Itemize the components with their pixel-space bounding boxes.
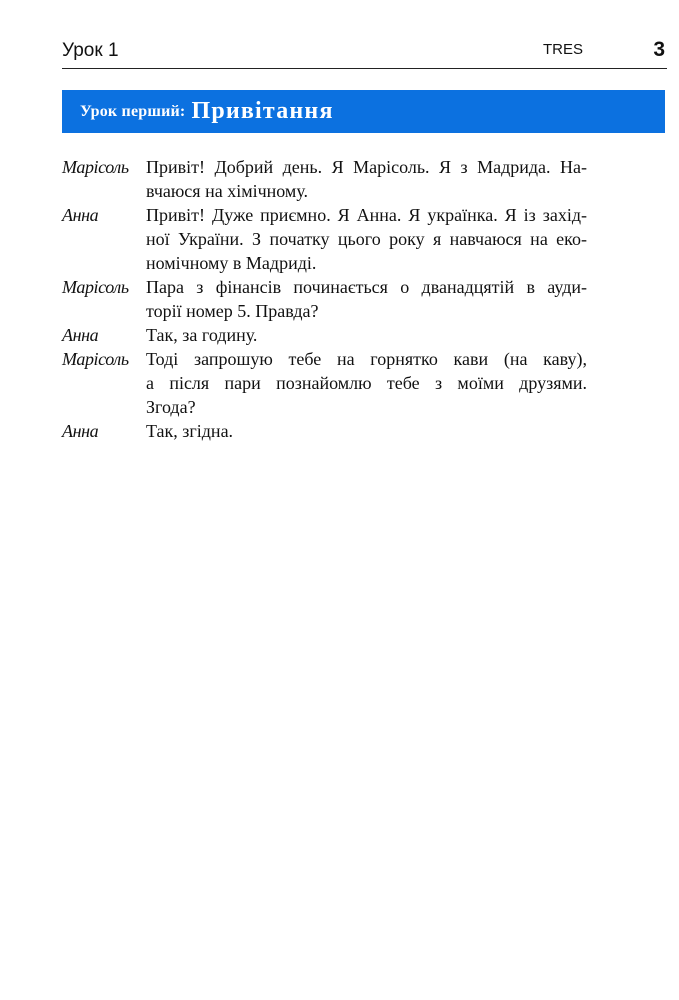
series-label: TRES: [543, 41, 584, 58]
speaker-name: Анна: [62, 421, 99, 441]
lesson-title-banner: [62, 90, 665, 133]
utterance-line: Так, за годину.: [146, 325, 258, 345]
lesson-title: Привітання: [191, 98, 334, 124]
utterance-line: Пара з фінансів починається о дванадцятій в ауди-: [146, 277, 587, 297]
utterance-line: Привіт! Дуже приємно. Я Анна. Я українка. Я із захід-: [146, 205, 587, 225]
speaker-name: Марісоль: [62, 277, 129, 297]
page-number: 3: [653, 38, 665, 61]
speaker-name: Анна: [62, 205, 99, 225]
speaker-name: Марісоль: [62, 157, 129, 177]
running-head: [62, 36, 667, 69]
utterance: [146, 323, 587, 347]
dialogue: [62, 155, 587, 443]
lesson-label: Урок 1: [62, 40, 119, 61]
utterance: [146, 347, 587, 419]
dialogue-turn: [62, 323, 587, 347]
utterance-line: торії номер 5. Правда?: [146, 301, 319, 321]
utterance-line: Тоді запрошую тебе на горнятко кави (на каву),: [146, 349, 587, 369]
dialogue-turn: [62, 347, 587, 419]
dialogue-turn: [62, 155, 587, 203]
utterance: [146, 419, 587, 443]
utterance: [146, 203, 587, 275]
utterance-line: а після пари познайомлю тебе з моїми друзями.: [146, 373, 587, 393]
speaker-name: Анна: [62, 325, 99, 345]
utterance: [146, 275, 587, 323]
utterance-line: ної України. З початку цього року я навчаюся на еко-: [146, 229, 587, 249]
dialogue-turn: [62, 275, 587, 323]
utterance-line: вчаюся на хімічному.: [146, 181, 309, 201]
utterance: [146, 155, 587, 203]
speaker-name: Марісоль: [62, 349, 129, 369]
lesson-title-prefix: Урок перший:: [80, 102, 186, 120]
dialogue-turn: [62, 419, 587, 443]
utterance-line: Згода?: [146, 397, 196, 417]
dialogue-turn: [62, 203, 587, 275]
utterance-line: Так, згідна.: [146, 421, 234, 441]
utterance-line: Привіт! Добрий день. Я Марісоль. Я з Мадрида. На-: [146, 157, 587, 177]
utterance-line: номічному в Мадриді.: [146, 253, 317, 273]
